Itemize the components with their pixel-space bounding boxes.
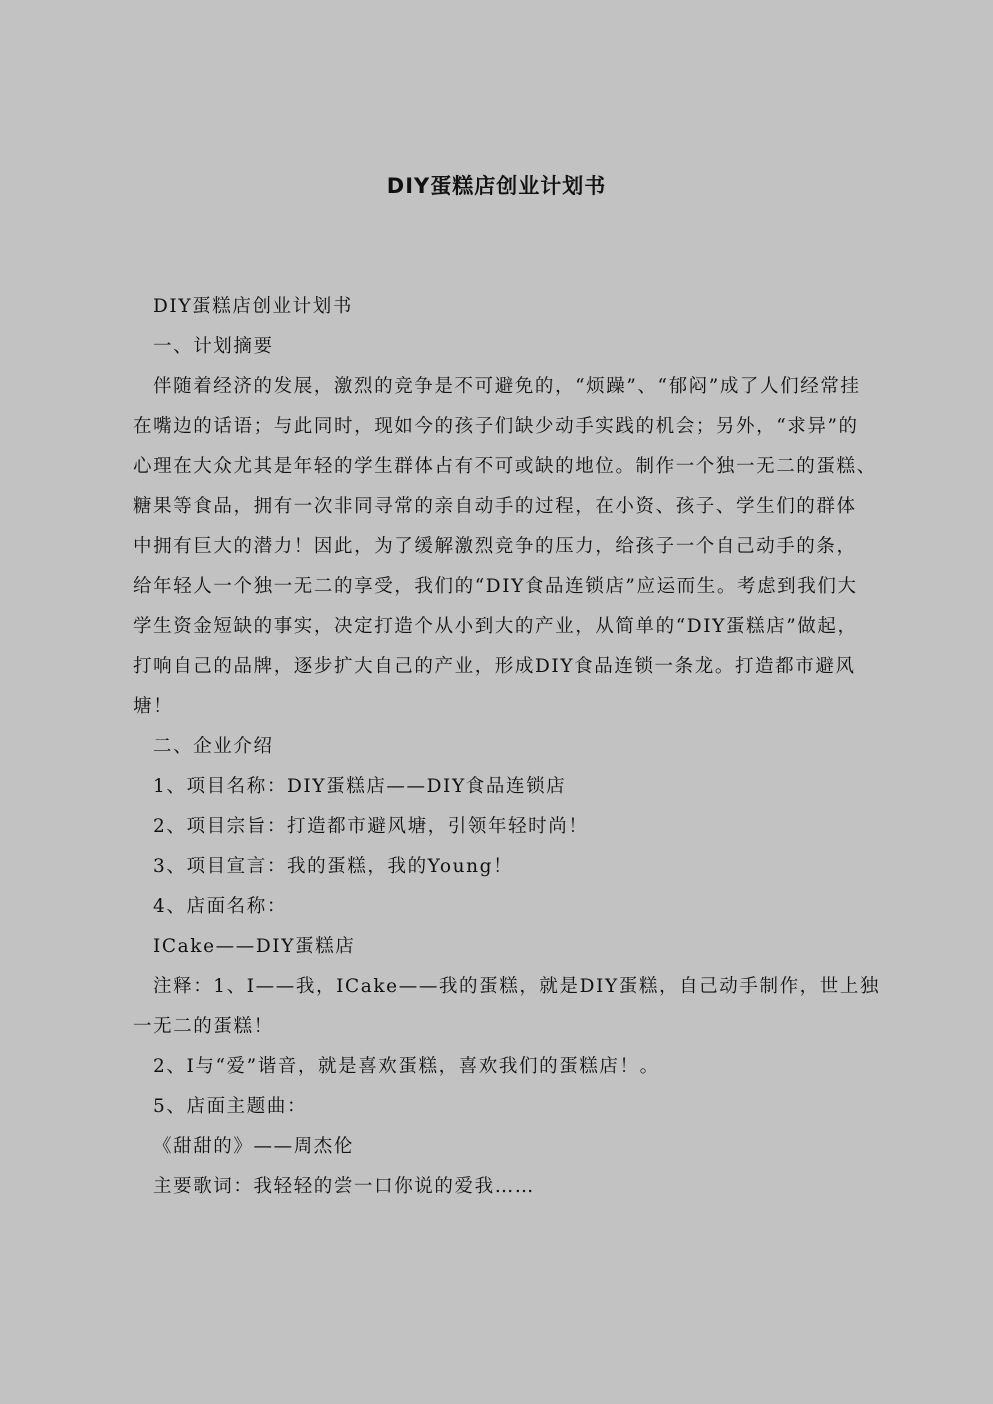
list-item: 3、项目宣言：我的蛋糕，我的Young！ — [153, 856, 514, 877]
paragraph-line: 打响自己的品牌，逐步扩大自己的产业，形成DIY食品连锁一条龙。打造都市避风 — [133, 656, 856, 677]
paragraph-line: 给年轻人一个独一无二的享受，我们的“DIY食品连锁店”应运而生。考虑到我们大 — [133, 576, 858, 597]
paragraph-line: 学生资金短缺的事实，决定打造个从小到大的产业，从简单的“DIY蛋糕店”做起， — [133, 616, 858, 637]
section-heading-company: 二、企业介绍 — [153, 736, 274, 757]
document-title: DIY蛋糕店创业计划书 — [386, 174, 607, 198]
section-heading-summary: 一、计划摘要 — [153, 336, 274, 357]
song-lyrics: 主要歌词：我轻轻的尝一口你说的爱我…… — [153, 1176, 535, 1197]
list-item: 1、项目名称：DIY蛋糕店——DIY食品连锁店 — [153, 776, 567, 797]
paragraph-line: 糖果等食品，拥有一次非同寻常的亲自动手的过程，在小资、孩子、学生们的群体 — [133, 496, 857, 517]
paragraph-line: 伴随着经济的发展，激烈的竞争是不可避免的，“烦躁”、“郁闷”成了人们经常挂 — [153, 376, 861, 397]
paragraph-line: 心理在大众尤其是年轻的学生群体占有不可或缺的地位。制作一个独一无二的蛋糕、 — [133, 456, 877, 477]
list-item: 5、店面主题曲： — [153, 1096, 308, 1117]
store-name: ICake——DIY蛋糕店 — [153, 936, 356, 957]
paragraph-line: 在嘴边的话语；与此同时，现如今的孩子们缺少动手实践的机会；另外，“求异”的 — [133, 416, 859, 437]
list-item: 4、店面名称： — [153, 896, 287, 917]
list-item: 2、项目宗旨：打造都市避风塘，引领年轻时尚！ — [153, 816, 589, 837]
song-title: 《甜甜的》——周杰伦 — [153, 1136, 355, 1157]
note-line: 一无二的蛋糕！ — [133, 1016, 274, 1037]
note-line: 2、I与“爱”谐音，就是喜欢蛋糕，喜欢我们的蛋糕店！。 — [153, 1056, 660, 1077]
note-line: 注释：1、I——我，ICake——我的蛋糕，就是DIY蛋糕，自己动手制作，世上独 — [153, 976, 881, 997]
document-body — [133, 287, 881, 1207]
paragraph-line: 塘！ — [133, 696, 174, 717]
section-heading: DIY蛋糕店创业计划书 — [153, 296, 353, 317]
paragraph-line: 中拥有巨大的潜力！因此，为了缓解激烈竞争的压力，给孩子一个自己动手的条， — [133, 536, 857, 557]
